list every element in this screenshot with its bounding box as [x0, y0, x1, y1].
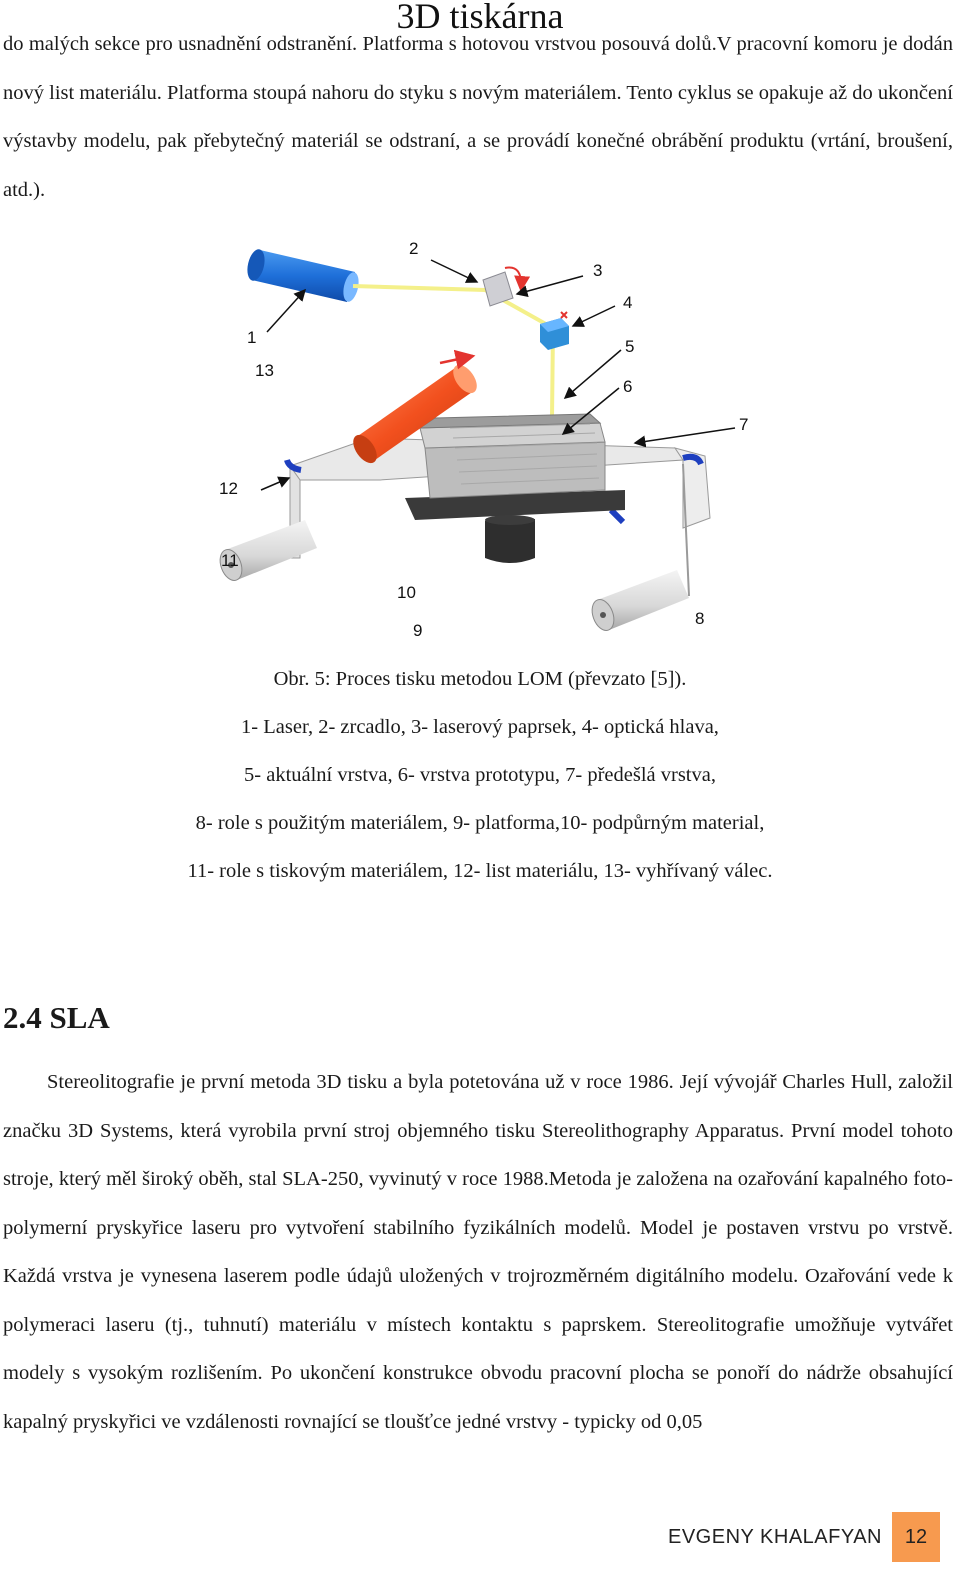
figure-legend-line: 5- aktuální vrstva, 6- vrstva prototypu, 7- předešlá vrstva, — [244, 764, 716, 786]
label-1: 1 — [247, 328, 257, 347]
label-8: 8 — [695, 609, 705, 628]
label-5: 5 — [625, 337, 635, 356]
build-platform — [405, 414, 625, 563]
figure-caption: Obr. 5: Proces tisku metodou LOM (převzato [5]). — [273, 668, 687, 690]
running-title: 3D tiskárna — [396, 0, 564, 36]
intro-paragraph: do malých sekce pro usnadnění odstranění. Platforma s hotovou vrstvou posouvá dolů.V pracovní komoru je dodán nový list materiálu. Platforma stoupá nahoru do styku s novým materiálem. Tento cyklus se opakuje až do ukončení výstavby modelu, pak přebytečný materiál se odstraní, a se provádí konečné obrábění produktu (vrtání, broušení, atd.). — [3, 33, 953, 201]
label-4: 4 — [623, 293, 633, 312]
label-3: 3 — [593, 261, 603, 280]
page-footer — [668, 1512, 940, 1562]
label-11: 11 — [221, 551, 239, 570]
laser-cylinder — [245, 248, 362, 304]
optical-head — [540, 312, 569, 350]
label-12: 12 — [219, 479, 238, 498]
page-number: 12 — [892, 1512, 940, 1562]
figure-legend-line: 1- Laser, 2- zrcadlo, 3- laserový paprsek, 4- optická hlava, — [241, 716, 719, 738]
label-10: 10 — [397, 583, 416, 602]
section-heading: 2.4 SLA — [3, 1000, 110, 1035]
lom-process-figure — [205, 228, 750, 648]
section-paragraph: Stereolitografie je první metoda 3D tisku a byla potetována už v roce 1986. Její vývojář Charles Hull, založil značku 3D Systems, která vyrobila první stroj objemného tisku Stereolithography Apparatus. První model tohoto stroje, který měl široký oběh, stal SLA-250, vyvinutý v roce 1988.Metoda je založena na ozařování kapalného foto-polymerní pryskyřice laseru pro vytvoření stabilního fyzikálních modelů. Model je postaven vrstvu po vrstvě. Každá vrstva je vynesena laserem podle údajů uložených v trojrozměrném digitálního modelu. Ozařování vede k polymeraci laseru (tj., tuhnutí) materiálu v místech kontaktu s paprskem. Stereolitografie umožňuje vytvářet modely s vysokým rozlišením. Po ukončení konstrukce obvodu pracovní plocha se ponoří do nádrže obsahující kapalný pryskyřici ve vzdálenosti rovnající se tloušťce jedné vrstvy - typicky od 0,05 — [3, 1071, 953, 1433]
footer-author: EVGENY KHALAFYAN — [668, 1525, 882, 1548]
label-2: 2 — [409, 239, 419, 258]
label-9: 9 — [413, 621, 423, 640]
label-13: 13 — [255, 361, 274, 380]
label-7: 7 — [739, 415, 749, 434]
figure-legend-line: 11- role s tiskovým materiálem, 12- list materiálu, 13- vyhřívaný válec. — [187, 860, 773, 882]
figure-legend-line: 8- role s použitým materiálem, 9- platforma,10- podpůrným material, — [195, 812, 765, 834]
label-6: 6 — [623, 377, 633, 396]
